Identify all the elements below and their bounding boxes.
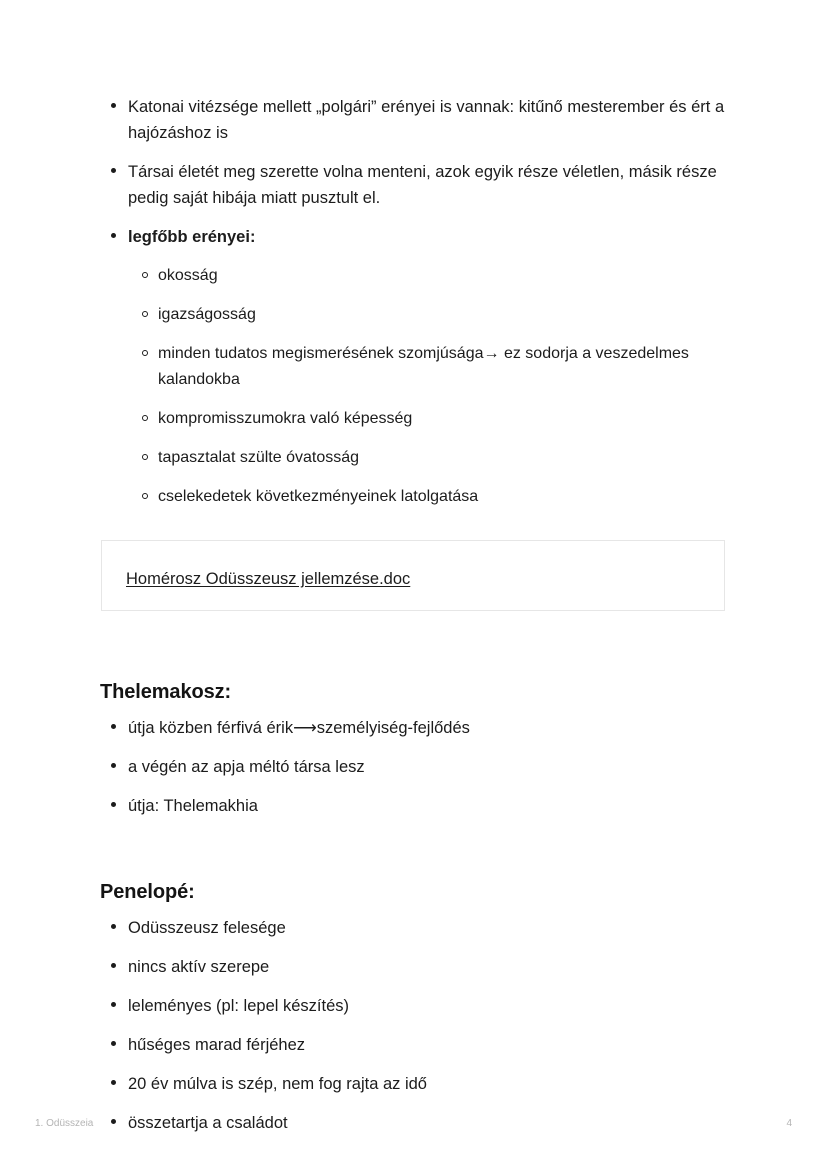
list-item: [100, 954, 728, 980]
section-heading: Thelemakosz:: [100, 681, 232, 703]
list-item-text: útja: Thelemakhia: [128, 797, 258, 815]
list-item-text: leleményes (pl: lepel készítés): [128, 997, 350, 1015]
list-item: [100, 94, 728, 146]
virtues-list: [128, 263, 728, 510]
bullet-marker-icon: [111, 763, 116, 768]
bullet-marker-icon: [111, 802, 116, 807]
attachment-box: [101, 540, 725, 611]
list-item-text: legfőbb erényei:: [128, 228, 256, 246]
list-item-text: összetartja a családot: [128, 1114, 288, 1132]
bullet-marker-icon: [111, 963, 116, 968]
bullet-marker-icon: [111, 168, 116, 173]
list-item-text: tapasztalat szülte óvatosság: [158, 449, 360, 466]
hollow-bullet-marker-icon: [142, 493, 148, 499]
list-item: [128, 484, 728, 510]
list-item-text: a végén az apja méltó társa lesz: [128, 758, 365, 776]
list-item-text: kompromisszumokra való képesség: [158, 410, 413, 427]
list-item: [100, 715, 728, 741]
list-item-virtues-label: [100, 224, 728, 250]
list-item: [100, 754, 728, 780]
list-item-text: cselekedetek következményeinek latolgatása: [158, 488, 479, 505]
list-item: [100, 993, 728, 1019]
intro-bullet-list: [100, 94, 728, 250]
list-item-text: 20 év múlva is szép, nem fog rajta az idő: [128, 1075, 427, 1093]
list-item: [100, 159, 728, 211]
bullet-marker-icon: [111, 924, 116, 929]
document-content: [100, 94, 728, 1149]
list-item: [128, 263, 728, 289]
footer-document-title: 1. Odüsszeia: [35, 1118, 94, 1129]
list-item: [100, 1032, 728, 1058]
section-penelope: [100, 879, 728, 1136]
bullet-marker-icon: [111, 724, 116, 729]
list-item-text: útja közben férfivá érik⟶személyiség-fejlődés: [128, 719, 470, 737]
page-footer: [0, 1116, 828, 1132]
list-item-text: igazságosság: [158, 306, 256, 323]
hollow-bullet-marker-icon: [142, 311, 148, 317]
list-item: [100, 1071, 728, 1097]
penelope-bullet-list: [100, 915, 728, 1136]
footer-page-number: 4: [786, 1118, 792, 1129]
list-item: [100, 915, 728, 941]
list-item-text: nincs aktív szerepe: [128, 958, 270, 976]
bullet-marker-icon: [111, 103, 116, 108]
hollow-bullet-marker-icon: [142, 454, 148, 460]
list-item-text: Katonai vitézsége mellett „polgári” erényei is vannak: kitűnő mesterember és ért a hajózáshoz is: [128, 98, 725, 142]
bullet-marker-icon: [111, 1041, 116, 1046]
list-item: [128, 406, 728, 432]
list-item-text: minden tudatos megismerésének szomjúsága→ ez sodorja a veszedelmes kalandokba: [158, 345, 689, 388]
virtues-sublist-wrapper: [128, 263, 728, 510]
hollow-bullet-marker-icon: [142, 350, 148, 356]
list-item-text: okosság: [158, 267, 218, 284]
bullet-marker-icon: [111, 1002, 116, 1007]
list-item: [128, 302, 728, 328]
list-item: [128, 445, 728, 471]
list-item-text: Odüsszeusz felesége: [128, 919, 286, 937]
section-thelemakosz: [100, 679, 728, 819]
list-item: [128, 341, 728, 393]
hollow-bullet-marker-icon: [142, 272, 148, 278]
hollow-bullet-marker-icon: [142, 415, 148, 421]
thelemakosz-bullet-list: [100, 715, 728, 819]
list-item: [100, 793, 728, 819]
bullet-marker-icon: [111, 233, 116, 238]
bullet-marker-icon: [111, 1080, 116, 1085]
section-heading: Penelopé:: [100, 881, 195, 903]
list-item-text: hűséges marad férjéhez: [128, 1036, 306, 1054]
list-item-text: Társai életét meg szerette volna menteni, azok egyik része véletlen, másik része pedig saját hibája miatt pusztult el.: [128, 163, 717, 207]
attachment-file-link[interactable]: Homérosz Odüsszeusz jellemzése.doc: [126, 570, 411, 588]
